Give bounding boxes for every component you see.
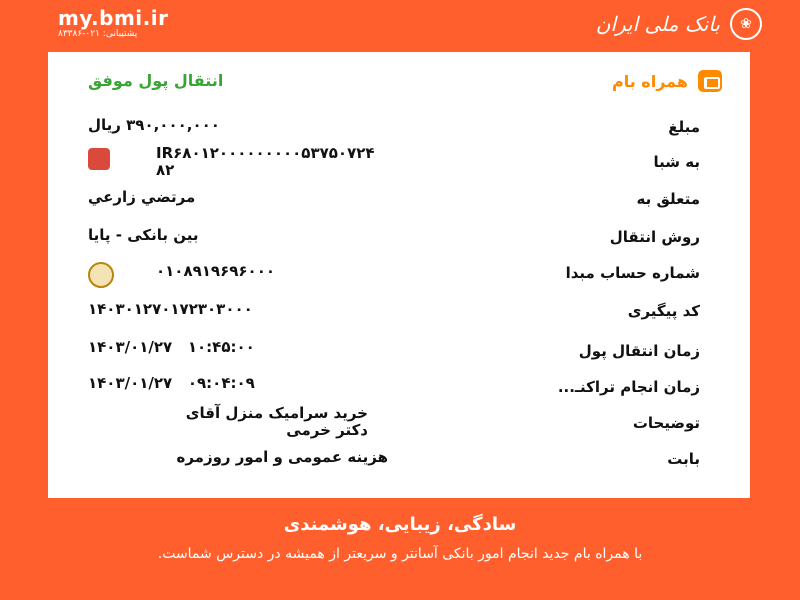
row-value: ۱۴۰۳/۰۱/۲۷ ۱۰:۴۵:۰۰ [88, 338, 255, 356]
footer [0, 500, 800, 600]
status-title: انتقال پول موفق [88, 71, 224, 90]
footer-description: با همراه بام جدید انجام امور بانکی آسانتر و سریعتر از همیشه در دسترس شماست. [157, 546, 643, 562]
row-label: روش انتقال [609, 228, 700, 246]
row-label: به شبا [653, 153, 700, 171]
support-phone: پشتیبانی: ۰۲۱-۸۳۳۸۶ [58, 29, 138, 39]
brand [612, 70, 722, 92]
footer-tagline: سادگی، زیبایی، هوشمندی [283, 514, 517, 535]
bank-melli-logo-icon [88, 262, 114, 288]
row-value: ۱۴۰۳/۰۱/۲۷ ۰۹:۰۴:۰۹ [88, 374, 255, 392]
row-value: ۰۱۰۸۹۱۹۶۹۶۰۰۰ [156, 262, 276, 280]
bank-logo [596, 6, 762, 42]
row-value-line1: خرید سرامیک منزل آقای [185, 404, 368, 422]
row-label: زمان انجام تراکنـ... [557, 378, 700, 396]
receipt-card [48, 52, 750, 498]
receipt-header [48, 52, 750, 110]
row-label: متعلق به [636, 190, 700, 208]
row-label: توضیحات [632, 414, 700, 432]
row-value-line2: دکتر خرمی [286, 421, 368, 439]
top-bar [0, 0, 800, 50]
row-value: بین بانکی - پایا [88, 226, 199, 244]
row-label: زمان انتقال پول [578, 342, 700, 360]
bank-name: بانک ملی ایران [595, 12, 720, 36]
destination-bank-logo-icon [88, 148, 110, 170]
bam-logo-icon [698, 70, 722, 92]
row-value-line1: IR۶۸۰۱۲۰۰۰۰۰۰۰۰۰۵۳۷۵۰۷۲۴ [156, 144, 375, 162]
row-label: شماره حساب مبدا [565, 264, 700, 282]
website-address: my.bmi.ir [58, 6, 169, 30]
row-label: کد پیگیری [627, 302, 700, 320]
row-value: مرتضي زارعي [88, 188, 196, 206]
row-value-line2: ۸۲ [156, 161, 175, 179]
row-value: ۱۴۰۳۰۱۲۷۰۱۷۲۳۰۳۰۰۰ [88, 300, 253, 318]
row-label: مبلغ [668, 118, 700, 136]
row-value: ۳۹۰,۰۰۰,۰۰۰ ریال [88, 116, 220, 134]
row-value: هزینه عمومی و امور روزمره [176, 448, 388, 466]
brand-name: همراه بام [611, 71, 688, 91]
row-label: بابت [667, 450, 700, 468]
bank-emblem-icon: ❀ [730, 8, 762, 40]
